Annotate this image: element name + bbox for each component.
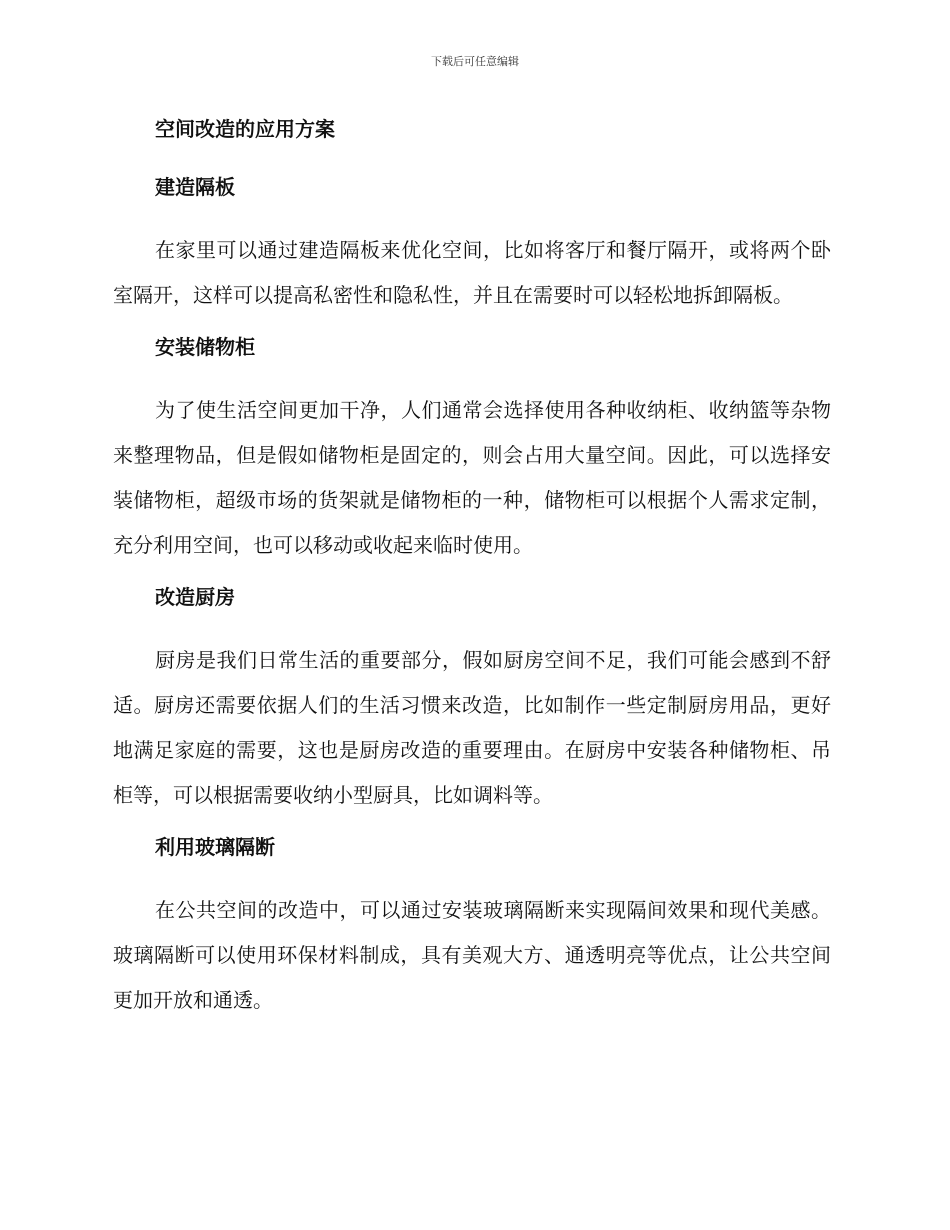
- section-heading-glass: 利用玻璃隔断: [155, 835, 275, 859]
- section-body-partition: 在家里可以通过建造隔板来优化空间，比如将客厅和餐厅隔开，或将两个卧室隔开，这样可以提高私密性和隐私性，并且在需要时可以轻松地拆卸隔板。: [113, 238, 831, 307]
- section-body-glass: 在公共空间的改造中，可以通过安装玻璃隔断来实现隔间效果和现代美感。玻璃隔断可以使用环保材料制成，具有美观大方、通透明亮等优点，让公共空间更加开放和通透。: [113, 898, 831, 1012]
- section-body-kitchen: 厨房是我们日常生活的重要部分，假如厨房空间不足，我们可能会感到不舒适。厨房还需要依据人们的生活习惯来改造，比如制作一些定制厨房用品，更好地满足家庭的需要，这也是厨房改造的重要理由。在厨房中安装各种储物柜、吊柜等，可以根据需要收纳小型厨具，比如调料等。: [113, 648, 831, 807]
- document-title: 空间改造的应用方案: [155, 117, 335, 141]
- section-heading-storage: 安装储物柜: [155, 335, 255, 359]
- document-body: [113, 112, 831, 1035]
- section-heading-kitchen: 改造厨房: [155, 585, 235, 609]
- section-body-storage: 为了使生活空间更加干净，人们通常会选择使用各种收纳柜、收纳篮等杂物来整理物品，但是假如储物柜是固定的，则会占用大量空间。因此，可以选择安装储物柜，超级市场的货架就是储物柜的一种，储物柜可以根据个人需求定制，充分利用空间，也可以移动或收起来临时使用。: [113, 398, 831, 557]
- page-header: 下载后可任意编辑: [431, 55, 519, 68]
- section-heading-partition: 建造隔板: [155, 175, 235, 199]
